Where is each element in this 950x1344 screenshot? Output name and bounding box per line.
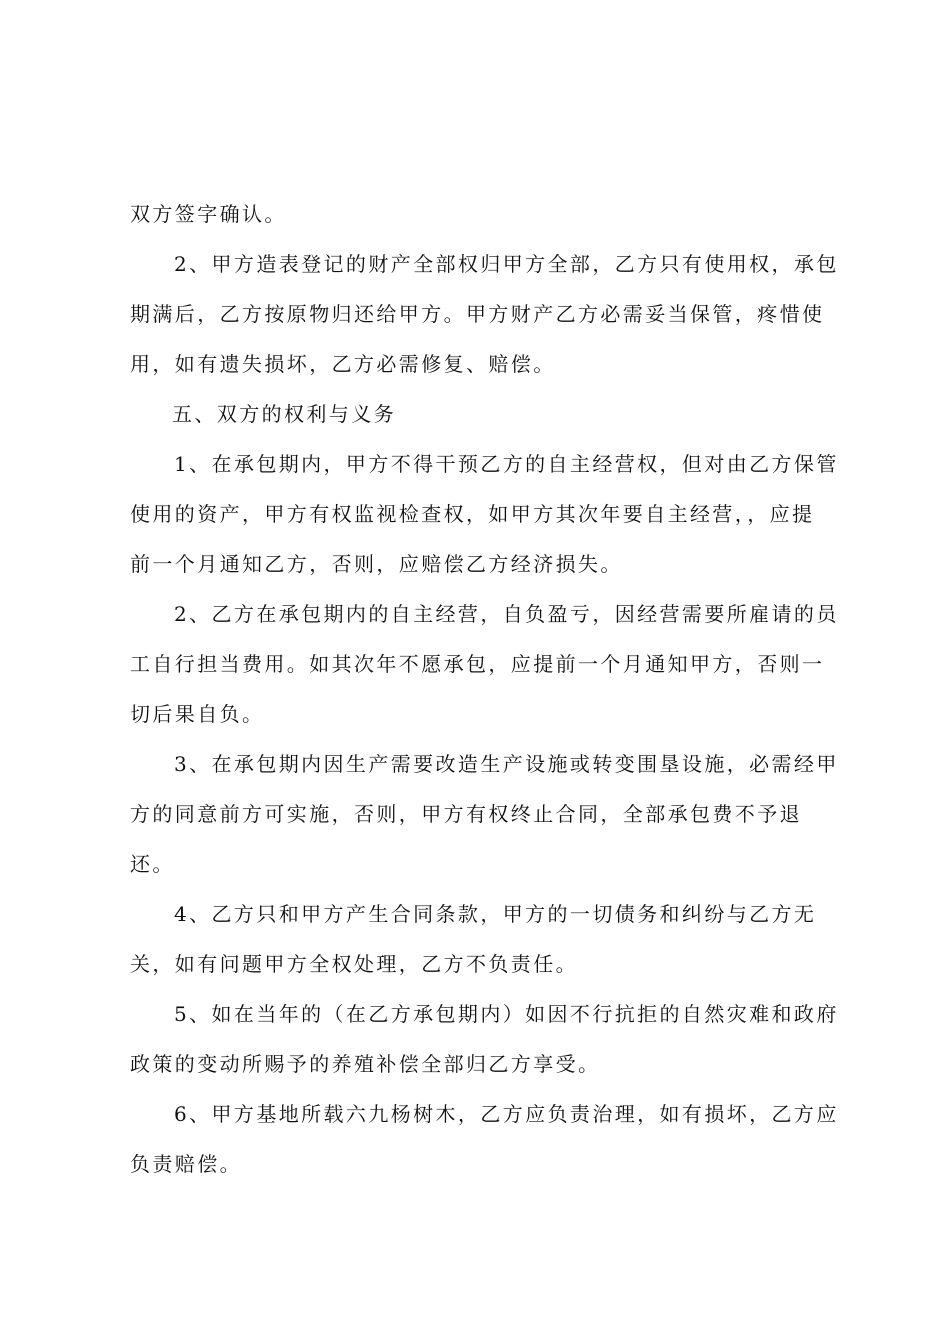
paragraph-item-5-compensation bbox=[130, 989, 839, 1089]
paragraph-item-6-trees bbox=[130, 1089, 839, 1189]
text-line: 6、甲方基地所载六九杨树木，乙方应负责治理，如有损坏，乙方应 bbox=[174, 1102, 839, 1126]
text-line: 2、乙方在承包期内的自主经营，自负盈亏，因经营需要所雇请的员 bbox=[174, 602, 839, 626]
text-line: 政策的变动所赐予的养殖补偿全部归乙方享受。 bbox=[130, 1052, 601, 1076]
text-line: 1、在承包期内，甲方不得干预乙方的自主经营权，但对由乙方保管 bbox=[174, 452, 839, 476]
text-line: 负责赔偿。 bbox=[130, 1152, 242, 1176]
text-line: 关，如有问题甲方全权处理，乙方不负责任。 bbox=[130, 952, 578, 976]
text-line: 前一个月通知乙方，否则，应赔偿乙方经济损失。 bbox=[130, 552, 623, 576]
text-line: 双方签字确认。 bbox=[130, 202, 287, 226]
paragraph-item-4-debts bbox=[130, 889, 835, 989]
text-line: 用，如有遗失损坏，乙方必需修复、赔偿。 bbox=[130, 352, 556, 376]
paragraph-continuation bbox=[130, 189, 835, 239]
text-line: 工自行担当费用。如其次年不愿承包，应提前一个月通知甲方，否则一 bbox=[130, 652, 825, 676]
text-line: 切后果自负。 bbox=[130, 702, 265, 726]
section-heading: 五、双方的权利与义务 bbox=[172, 402, 396, 426]
text-line: 2、甲方造表登记的财产全部权归甲方全部，乙方只有使用权，承包 bbox=[174, 252, 839, 276]
paragraph-item-2-operation bbox=[130, 589, 839, 739]
paragraph-item-1-rights bbox=[130, 439, 839, 589]
document-body bbox=[130, 189, 839, 1189]
text-line: 方的同意前方可实施，否则，甲方有权终止合同，全部承包费不予退 bbox=[130, 802, 802, 826]
paragraph-item-3-facilities bbox=[130, 739, 839, 889]
text-line: 使用的资产，甲方有权监视检查权，如甲方其次年要自主经营，，应提 bbox=[130, 502, 815, 526]
text-line: 期满后，乙方按原物归还给甲方。甲方财产乙方必需妥当保管，疼惜使 bbox=[130, 302, 825, 326]
paragraph-item-2-property bbox=[130, 239, 839, 389]
text-line: 还。 bbox=[130, 852, 175, 876]
text-line: 3、在承包期内因生产需要改造生产设施或转变围垦设施，必需经甲 bbox=[174, 752, 839, 776]
text-line: 4、乙方只和甲方产生合同条款，甲方的一切债务和纠纷与乙方无 bbox=[174, 902, 817, 926]
section-heading-rights-obligations bbox=[130, 389, 835, 439]
text-line: 5、如在当年的（在乙方承包期内）如因不行抗拒的自然灾难和政府 bbox=[174, 1002, 839, 1026]
